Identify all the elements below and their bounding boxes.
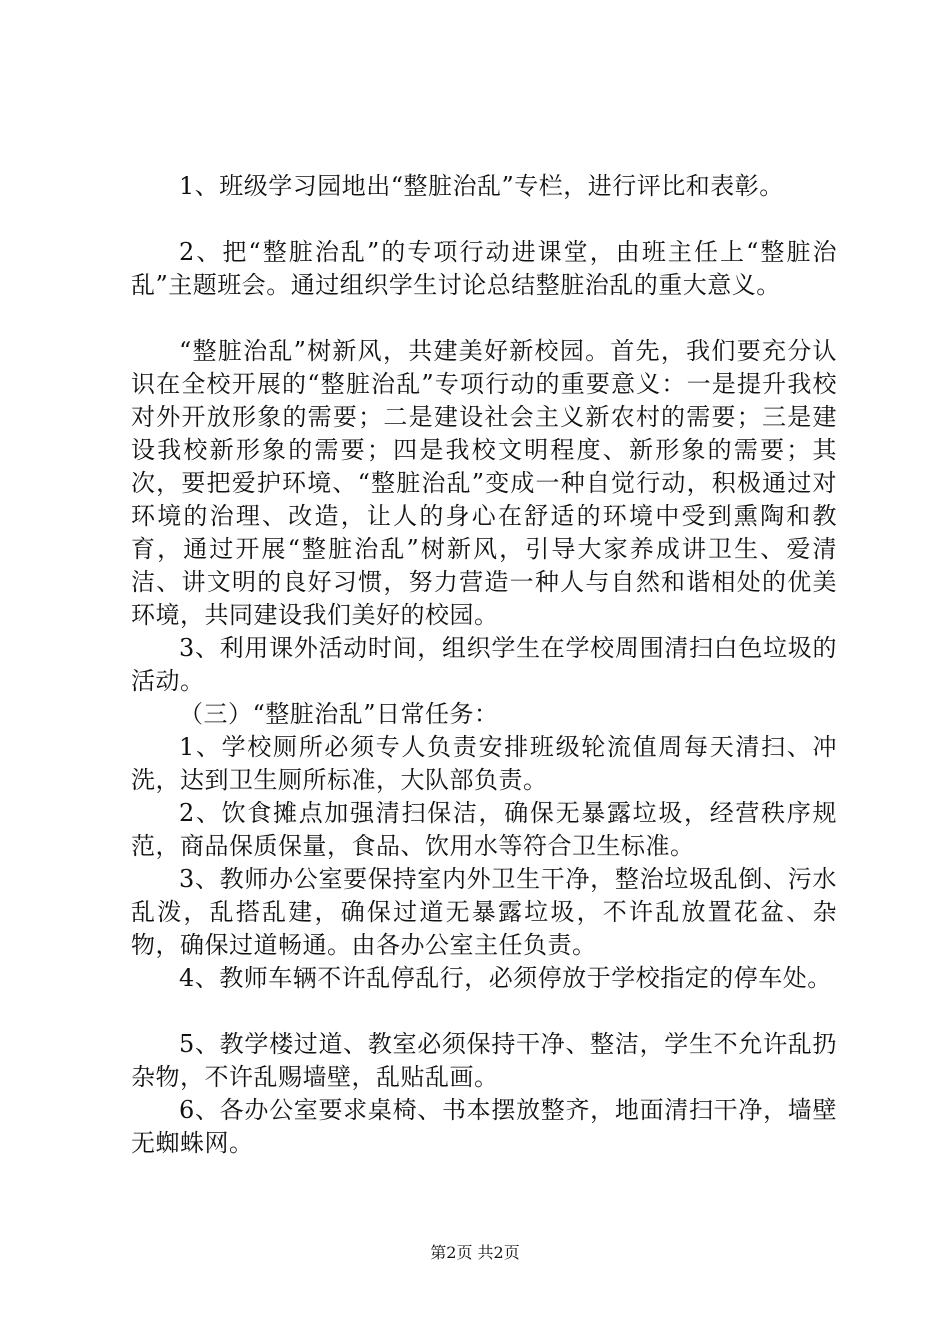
paragraph-item-2: 2、把“整脏治乱”的专项行动进课堂，由班主任上“整脏治乱”主题班会。通过组织学生讨论总结整脏治乱的重大意义。 — [131, 238, 837, 299]
paragraph-intro: “整脏治乱”树新风，共建美好新校园。首先，我们要充分认识在全校开展的“整脏治乱”专项行动的重要意义：一是提升我校对外开放形象的需要；二是建设社会主义新农村的需要；三是建设我校新形象的需要；四是我校文明程度、新形象的需要；其次，要把爱护环境、“整脏治乱”变成一种自觉行动，积极通过对环境的治理、改造，让人的身心在舒适的环境中受到熏陶和教育，通过开展“整脏治乱”树新风，引导大家养成讲卫生、爱清洁、讲文明的良好习惯，努力营造一种人与自然和谐相处的优美环境，共同建设我们美好的校园。 — [131, 337, 837, 629]
section-heading: （三）“整脏治乱”日常任务： — [179, 700, 499, 728]
task-item-3: 3、教师办公室要保持室内外卫生干净，整治垃圾乱倒、污水乱泼，乱搭乱建，确保过道无暴露垃圾，不许乱放置花盆、杂物，确保过道畅通。由各办公室主任负责。 — [131, 865, 837, 959]
task-item-2: 2、饮食摊点加强清扫保洁，确保无暴露垃圾，经营秩序规范，商品保质保量，食品、饮用水等符合卫生标准。 — [131, 799, 837, 860]
paragraph-item-1: 1、班级学习园地出“整脏治乱”专栏，进行评比和表彰。 — [179, 172, 784, 200]
task-item-1: 1、学校厕所必须专人负责安排班级轮流值周每天清扫、冲洗，达到卫生厕所标准，大队部负责。 — [131, 733, 837, 794]
task-item-6: 6、各办公室要求桌椅、书本摆放整齐，地面清扫干净，墙壁无蜘蛛网。 — [131, 1096, 837, 1157]
page-footer: 第2页 共2页 — [430, 1243, 520, 1262]
paragraph-item-3: 3、利用课外活动时间，组织学生在学校周围清扫白色垃圾的活动。 — [131, 634, 837, 695]
document-body — [131, 170, 837, 1160]
task-item-4: 4、教师车辆不许乱停乱行，必须停放于学校指定的停车处。 — [179, 964, 832, 992]
task-item-5: 5、教学楼过道、教室必须保持干净、整洁，学生不允许乱扔杂物，不许乱赐墙壁，乱贴乱画。 — [131, 1030, 837, 1091]
